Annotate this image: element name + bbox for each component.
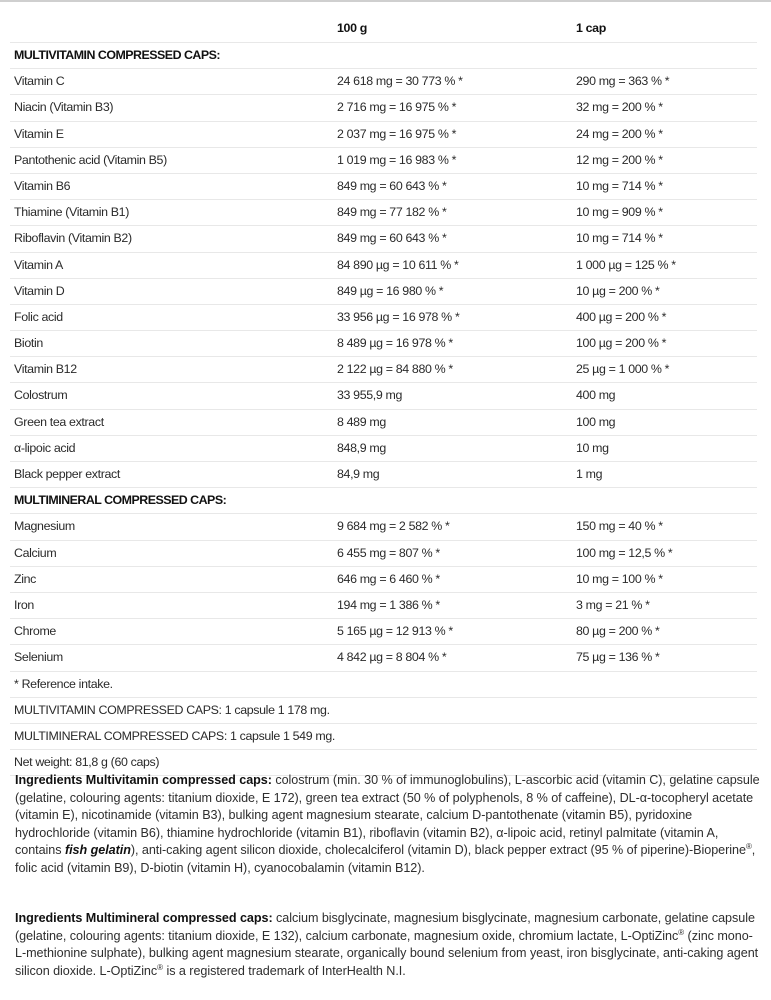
nutrient-name: Riboflavin (Vitamin B2)	[14, 231, 132, 246]
value-per-100g: 33 956 µg = 16 978 % *	[337, 309, 460, 324]
section-title: MULTIVITAMIN COMPRESSED CAPS:	[14, 48, 221, 62]
ingredients-multivitamin: Ingredients Multivitamin compressed caps: colostrum (min. 30 % of immunoglobulins), L-ascorbic acid (vitamin C), gelatine capsule (gelatine, colouring agents: titanium dioxide, E 172), green tea extract (50 % of polyphenols, 8 % of caffeine), DL-α-tocopheryl acetate (vitamin E), nicotinamide (vitamin B3), bulking agent magnesium stearate, calcium D-pantothenate (vitamin B5), pyridoxine hydrochloride (vitamin B6), thiamine hydrochloride (vitamin B1), riboflavin (vitamin B2), α-lipoic acid, retinyl palmitate (vitamin A, contains fish gelatin), anti-caking agent silicon dioxide, cholecalciferol (vitamin D), black pepper extract (95 % of piperine)-Bioperine®, folic acid (vitamin B9), D-biotin (vitamin H), cyanocobalamin (vitamin B12).	[15, 773, 760, 875]
value-per-cap: 10 µg = 200 % *	[576, 283, 660, 298]
nutrient-name: Magnesium	[14, 519, 75, 534]
value-per-100g: 848,9 mg	[337, 440, 386, 455]
value-per-cap: 80 µg = 200 % *	[576, 624, 660, 639]
table-row	[10, 148, 757, 174]
table-row	[10, 436, 757, 462]
table-row	[10, 174, 757, 200]
value-per-cap: 400 µg = 200 % *	[576, 309, 667, 324]
value-per-100g: 849 mg = 60 643 % *	[337, 178, 447, 193]
section-title: MULTIMINERAL COMPRESSED CAPS:	[14, 493, 227, 508]
value-per-100g: 194 mg = 1 386 % *	[337, 597, 440, 612]
footnote-net-weight: Net weight: 81,8 g (60 caps)	[10, 750, 757, 776]
value-per-cap: 100 µg = 200 % *	[576, 336, 667, 351]
value-per-cap: 25 µg = 1 000 % *	[576, 362, 670, 377]
value-per-100g: 33 955,9 mg	[337, 388, 403, 403]
value-per-100g: 849 mg = 60 643 % *	[337, 231, 447, 246]
nutrient-name: Selenium	[14, 650, 63, 665]
multimineral-rows	[10, 514, 757, 671]
nutrient-name: Thiamine (Vitamin B1)	[14, 205, 129, 220]
table-row	[10, 541, 757, 567]
nutrient-name: Colostrum	[14, 388, 68, 403]
nutrient-name: Pantothenic acid (Vitamin B5)	[14, 152, 167, 167]
value-per-100g: 4 842 µg = 8 804 % *	[337, 650, 447, 665]
value-per-cap: 75 µg = 136 % *	[576, 650, 660, 665]
registered-mark: ®	[745, 842, 752, 852]
table-row	[10, 305, 757, 331]
allergen-fish-gelatin: fish gelatin	[64, 843, 131, 858]
table-row	[10, 331, 757, 357]
value-per-100g: 2 037 mg = 16 975 % *	[337, 126, 457, 141]
header-per-cap: 1 cap	[576, 21, 606, 35]
value-per-cap: 10 mg = 909 % *	[576, 205, 663, 220]
table-row	[10, 357, 757, 383]
table-row	[10, 645, 757, 671]
value-per-100g: 646 mg = 6 460 % *	[337, 571, 440, 586]
value-per-cap: 10 mg = 714 % *	[576, 231, 663, 246]
table-row	[10, 200, 757, 226]
value-per-100g: 24 618 mg = 30 773 % *	[337, 74, 463, 89]
nutrient-name: Black pepper extract	[14, 467, 120, 481]
value-per-100g: 849 mg = 77 182 % *	[337, 205, 447, 220]
value-per-cap: 150 mg = 40 % *	[576, 519, 663, 534]
nutrient-name: Vitamin B12	[14, 362, 77, 377]
value-per-cap: 32 mg = 200 % *	[576, 100, 663, 115]
table-row	[10, 619, 757, 645]
table-row	[10, 410, 757, 436]
value-per-cap: 10 mg = 100 % *	[576, 571, 663, 586]
value-per-100g: 2 122 µg = 84 880 % *	[337, 362, 453, 377]
nutrient-name: Calcium	[14, 545, 57, 560]
footnote-multimineral-capsule: MULTIMINERAL COMPRESSED CAPS: 1 capsule 1 549 mg.	[10, 724, 757, 750]
table-row	[10, 383, 757, 409]
top-border	[0, 0, 771, 2]
table-row	[10, 279, 757, 305]
footnote-reference-intake: * Reference intake.	[10, 672, 757, 698]
value-per-100g: 6 455 mg = 807 % *	[337, 545, 440, 560]
value-per-cap: 290 mg = 363 % *	[576, 74, 670, 89]
nutrient-name: Vitamin D	[14, 283, 65, 298]
value-per-100g: 2 716 mg = 16 975 % *	[337, 100, 457, 115]
value-per-cap: 100 mg	[576, 414, 616, 429]
nutrient-name: Vitamin E	[14, 126, 64, 141]
section-multimineral	[10, 488, 757, 514]
nutrient-name: α-lipoic acid	[14, 440, 76, 455]
nutrient-name: Folic acid	[14, 309, 63, 324]
ingredients-label: Ingredients Multivitamin compressed caps:	[15, 773, 272, 787]
value-per-cap: 3 mg = 21 % *	[576, 597, 650, 612]
value-per-100g: 84 890 µg = 10 611 % *	[337, 257, 459, 272]
nutrient-name: Vitamin C	[14, 74, 65, 89]
nutrient-name: Vitamin B6	[14, 178, 71, 193]
table-row	[10, 69, 757, 95]
table-row	[10, 122, 757, 148]
value-per-cap: 10 mg = 714 % *	[576, 178, 663, 193]
header-per-100g: 100 g	[337, 21, 367, 35]
table-row	[10, 514, 757, 540]
table-row	[10, 226, 757, 252]
nutrient-name: Biotin	[14, 336, 43, 351]
table-row	[10, 462, 757, 488]
table-header-row	[10, 16, 757, 43]
ingredients-label: Ingredients Multimineral compressed caps:	[15, 911, 273, 925]
nutrient-name: Zinc	[14, 571, 37, 586]
value-per-cap: 12 mg = 200 % *	[576, 152, 663, 167]
value-per-cap: 1 mg	[576, 467, 603, 481]
value-per-cap: 10 mg	[576, 440, 609, 455]
section-multivitamin	[10, 43, 757, 69]
value-per-100g: 849 µg = 16 980 % *	[337, 283, 444, 298]
value-per-cap: 100 mg = 12,5 % *	[576, 545, 673, 560]
value-per-100g: 9 684 mg = 2 582 % *	[337, 519, 450, 534]
value-per-cap: 24 mg = 200 % *	[576, 126, 663, 141]
table-row	[10, 593, 757, 619]
value-per-100g: 8 489 mg	[337, 414, 386, 429]
nutrient-name: Niacin (Vitamin B3)	[14, 100, 114, 115]
multivitamin-rows	[10, 69, 757, 488]
nutrient-name: Green tea extract	[14, 414, 104, 429]
registered-mark: ®	[157, 962, 163, 972]
nutrition-table	[10, 16, 757, 776]
value-per-100g: 1 019 mg = 16 983 % *	[337, 152, 457, 167]
value-per-cap: 1 000 µg = 125 % *	[576, 257, 676, 272]
ingredients-multimineral: Ingredients Multimineral compressed caps: calcium bisglycinate, magnesium bisglycinate, magnesium carbonate, gelatine capsule (gelatine, colouring agents: titanium dioxide, E 132), calcium carbonate, magnesium oxide, chromium lactate, L-OptiZinc® (zinc mono-L-methionine sulphate), bulking agent magnesium stearate, organically bound selenium from yeast, iron bisglycinate, anti-caking agent silicon dioxide. L-OptiZinc® is a registered trademark of InterHealth N.I.	[15, 911, 759, 978]
table-row	[10, 567, 757, 593]
nutrient-name: Iron	[14, 597, 34, 612]
registered-mark: ®	[678, 927, 685, 937]
value-per-cap: 400 mg	[576, 388, 616, 403]
footnote-multivitamin-capsule: MULTIVITAMIN COMPRESSED CAPS: 1 capsule 1 178 mg.	[10, 698, 757, 724]
table-row	[10, 95, 757, 121]
value-per-100g: 8 489 µg = 16 978 % *	[337, 336, 453, 351]
nutrient-name: Vitamin A	[14, 257, 63, 272]
table-row	[10, 253, 757, 279]
value-per-100g: 84,9 mg	[337, 467, 380, 481]
nutrient-name: Chrome	[14, 624, 56, 639]
value-per-100g: 5 165 µg = 12 913 % *	[337, 624, 453, 639]
